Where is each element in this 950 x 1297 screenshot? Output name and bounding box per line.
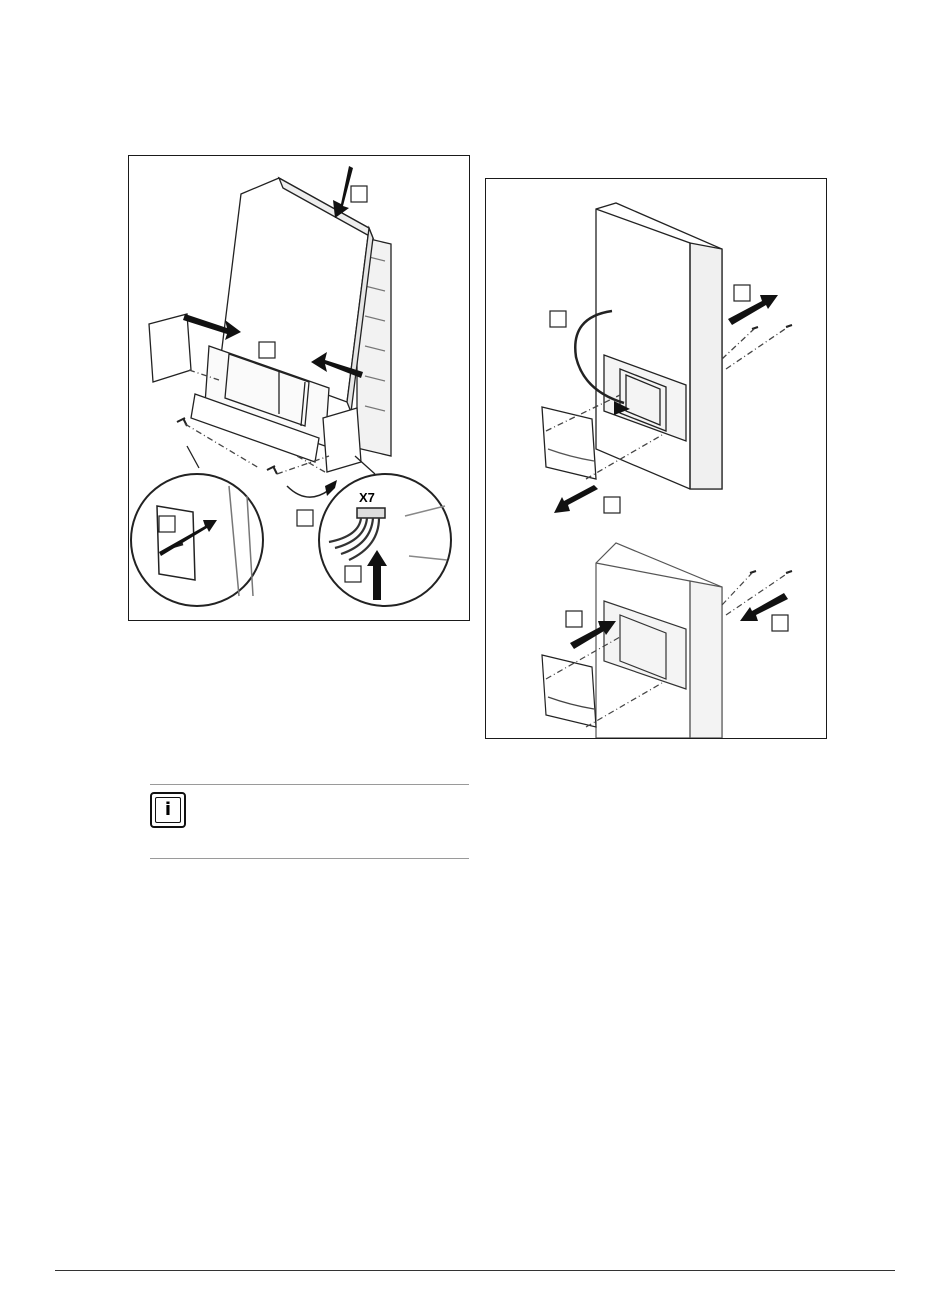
figure-front-casing-illustration [129, 156, 469, 620]
note-top-rule [150, 784, 469, 785]
note-bottom-rule [150, 858, 469, 859]
info-icon [150, 792, 186, 828]
figure-cover-removal [485, 178, 827, 536]
footer-rule [55, 1270, 895, 1271]
info-icon-glyph: i [155, 797, 181, 823]
figure-cover-install [485, 533, 827, 739]
figure-cover-install-illustration [486, 533, 826, 738]
connector-label-x7: X7 [359, 490, 375, 505]
figure-cover-removal-illustration [486, 179, 826, 535]
figure-front-casing-removal [128, 155, 470, 621]
